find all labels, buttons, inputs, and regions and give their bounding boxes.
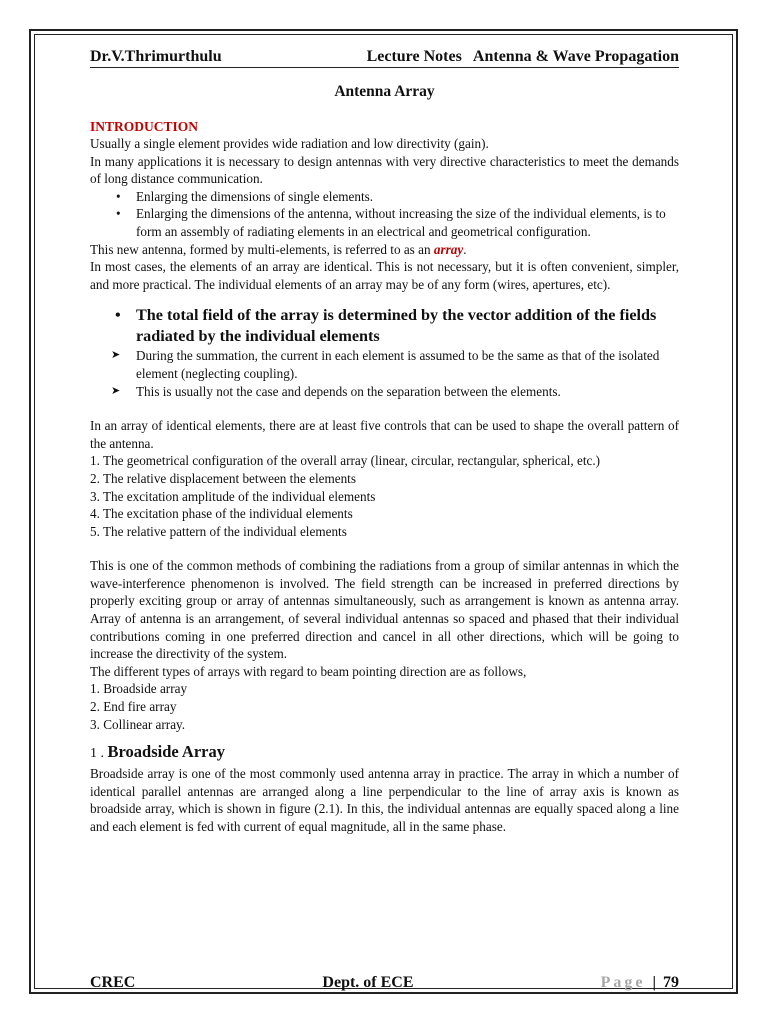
list-item: 3. Collinear array. xyxy=(90,716,186,732)
intro-line: Usually a single element provides wide radiation and low directivity (gain). xyxy=(90,136,489,151)
footer-dept: Dept. of ECE xyxy=(322,974,414,991)
list-item: ➤ During the summation, the current in each element is assumed to be the same as that of the isolated element (neglecting coupling). xyxy=(90,347,679,382)
page-indicator xyxy=(601,973,679,992)
page-title: Antenna Array xyxy=(334,83,435,100)
broadside-paragraph: Broadside array is one of the most commonly used antenna array in practice. The array in which a number of identical parallel antennas are arranged along a line perpendicular to the line of array axis is known as broadside array, which is shown in figure (2.1). In this, the individual antennas are equally spaced along a line and each element is fed with current of equal magnitude, all in the same phase. xyxy=(90,766,679,834)
list-item: 1. Broadside array xyxy=(90,681,188,697)
page-footer xyxy=(90,973,679,993)
list-item: 2. The relative displacement between the elements xyxy=(90,470,356,486)
key-point-subpoints xyxy=(90,347,679,400)
page-word: Page xyxy=(600,974,646,991)
intro-heading: INTRODUCTION xyxy=(90,119,199,134)
section-number: 1 . xyxy=(90,746,108,762)
list-item: ➤ This is usually not the case and depends on the separation between the elements. xyxy=(90,383,679,401)
list-item: 1. The geometrical configuration of the overall array (linear, circular, rectangular, spherical, etc.) xyxy=(90,453,601,469)
list-item: 3. The excitation amplitude of the individual elements xyxy=(90,488,376,504)
footer-college: CREC xyxy=(90,974,136,991)
intro-line: In many applications it is necessary to design antennas with very directive characteristics to meet the demands of long distance communication. xyxy=(90,153,679,187)
page-number: 79 xyxy=(662,974,679,991)
header-author: Dr.V.Thrimurthulu xyxy=(90,48,222,65)
header-course: Lecture Notes Antenna & Wave Propagation xyxy=(366,48,679,65)
key-point-list xyxy=(90,305,679,347)
list-item: 4. The excitation phase of the individual elements xyxy=(90,506,353,522)
list-item: • Enlarging the dimensions of the antenna, without increasing the size of the individual elements, is to form an assembly of radiating elements in an electrical and geometrical configuration. xyxy=(90,205,679,240)
array-definition-text: This new antenna, formed by multi-elements, is referred to as an xyxy=(90,241,434,257)
page-separator: | xyxy=(652,974,656,991)
identical-elements-paragraph: In most cases, the elements of an array are identical. This is not necessary, but it is often convenient, simpler, and more practical. The individual elements of an array may be of any form (wires, apertures, etc). xyxy=(90,259,679,292)
array-term: array xyxy=(433,241,464,257)
page-header xyxy=(90,48,679,68)
intro-bullets xyxy=(90,188,679,241)
array-definition-end: . xyxy=(463,241,467,257)
array-types-intro: The different types of arrays with regard to beam pointing direction are as follows, xyxy=(90,663,527,679)
controls-intro: In an array of identical elements, there are at least five controls that can be used to shape the overall pattern of the antenna. xyxy=(90,418,679,451)
key-point: • The total field of the array is determined by the vector addition of the fields radiated by the individual elements xyxy=(90,305,679,347)
array-definition xyxy=(90,241,679,259)
section-heading-broadside xyxy=(90,741,679,765)
list-item: • Enlarging the dimensions of single elements. xyxy=(90,188,679,206)
list-item: 5. The relative pattern of the individual elements xyxy=(90,523,347,539)
section-title: Broadside Array xyxy=(107,742,225,762)
methods-paragraph: This is one of the common methods of combining the radiations from a group of similar antennas in which the wave-interference phenomenon is involved. The field strength can be increased in preferred directions by properly exciting group or array of antennas simultaneously, such as arrangement is known as antenna array. Array of antenna is an arrangement, of several individual antennas so spaced and phased that their individual contributions coming in one preferred direction and cancel in all other directions, which will be going to increase the directivity of the system. xyxy=(90,558,679,662)
list-item: 2. End fire array xyxy=(90,699,177,715)
page-content xyxy=(90,44,679,836)
